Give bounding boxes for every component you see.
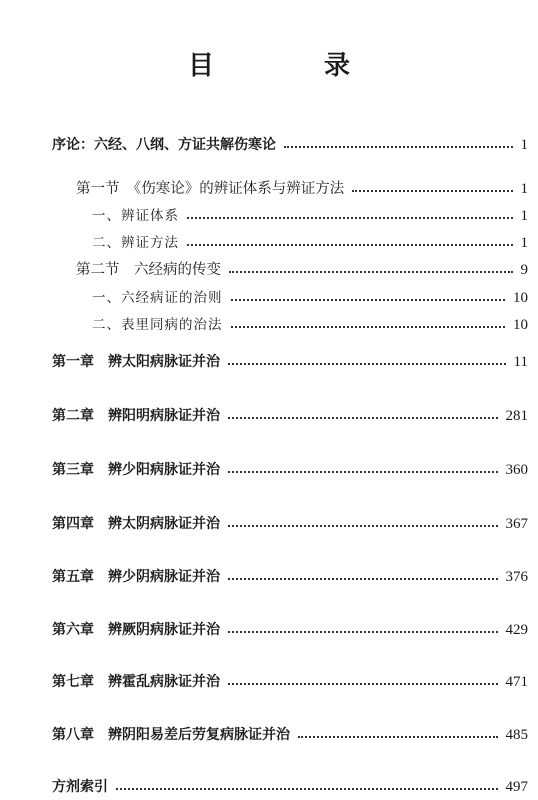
dot-leader [352,190,512,192]
toc-entry-page: 11 [513,354,528,370]
toc-entry-page: 1 [520,208,528,224]
toc-entry-subsection[interactable] [92,313,528,334]
toc-entry-page: 10 [513,317,528,333]
toc-entry-label: 第二节 六经病的传变 [76,262,221,278]
toc-entry-page: 367 [505,516,528,532]
toc-entry-label: 第八章 辨阴阳易差后劳复病脉证并治 [52,727,290,743]
toc-entry-chapter-7[interactable] [52,671,528,691]
toc-entry-subsection[interactable] [92,204,528,225]
toc-entry-chapter-8[interactable] [52,724,528,744]
toc-entry-chapter-2[interactable] [52,405,528,425]
toc-entry-label: 第一节 《伤寒论》的辨证体系与辨证方法 [76,181,345,197]
dot-leader [228,471,498,473]
toc-entry-subsection[interactable] [92,231,528,252]
toc-entry-page: 497 [505,779,528,795]
page-title: 目 录 [187,51,392,81]
toc-entry-page: 1 [520,181,528,197]
toc-entry-label: 第五章 辨少阴病脉证并治 [52,569,220,585]
toc-entry-subsection[interactable] [92,286,528,307]
toc-entry-page: 1 [520,137,528,153]
toc-entry-page: 10 [513,290,528,306]
dot-leader [187,217,513,219]
toc-entry-formula-index[interactable] [52,776,528,796]
dot-leader [116,788,498,790]
dot-leader [228,525,498,527]
toc-entry-label: 第二章 辨阳明病脉证并治 [52,408,220,424]
toc-entry-section-2[interactable] [76,258,528,279]
toc-entry-page: 281 [505,408,528,424]
toc-entry-page: 485 [505,727,528,743]
toc-entry-label: 第四章 辨太阴病脉证并治 [52,516,220,532]
toc-entry-label: 第一章 辨太阳病脉证并治 [52,354,220,370]
toc-entry-section-1[interactable] [76,177,528,198]
dot-leader [231,326,506,328]
dot-leader [231,299,506,301]
toc-entry-page: 1 [520,235,528,251]
toc-entry-label: 第三章 辨少阳病脉证并治 [52,462,220,478]
toc-entry-chapter-1[interactable] [52,351,528,371]
dot-leader [228,417,498,419]
toc-entry-chapter-5[interactable] [52,566,528,586]
toc-entry-label: 序论：六经、八纲、方证共解伤寒论 [52,137,276,153]
toc-entry-page: 429 [505,622,528,638]
toc-entry-chapter-4[interactable] [52,513,528,533]
toc-entry-label: 二、表里同病的治法 [92,317,223,333]
dot-leader [228,631,498,633]
toc-entry-label: 一、六经病证的治则 [92,290,223,306]
toc-entry-chapter-3[interactable] [52,459,528,479]
dot-leader [228,363,506,365]
toc-entry-preface[interactable] [52,134,528,154]
toc-entry-label: 第七章 辨霍乱病脉证并治 [52,674,220,690]
toc-entry-label: 二、辨证方法 [92,235,179,251]
toc-entry-label: 第六章 辨厥阴病脉证并治 [52,622,220,638]
dot-leader [228,578,498,580]
toc-entry-page: 471 [505,674,528,690]
dot-leader [228,683,498,685]
toc-entry-page: 360 [505,462,528,478]
toc-entry-page: 376 [505,569,528,585]
toc-entry-label: 一、辨证体系 [92,208,179,224]
dot-leader [229,271,513,273]
dot-leader [187,244,513,246]
dot-leader [298,736,498,738]
toc-entry-page: 9 [520,262,528,278]
dot-leader [284,146,513,148]
toc-entry-label: 方剂索引 [52,779,108,795]
toc-entry-chapter-6[interactable] [52,619,528,639]
